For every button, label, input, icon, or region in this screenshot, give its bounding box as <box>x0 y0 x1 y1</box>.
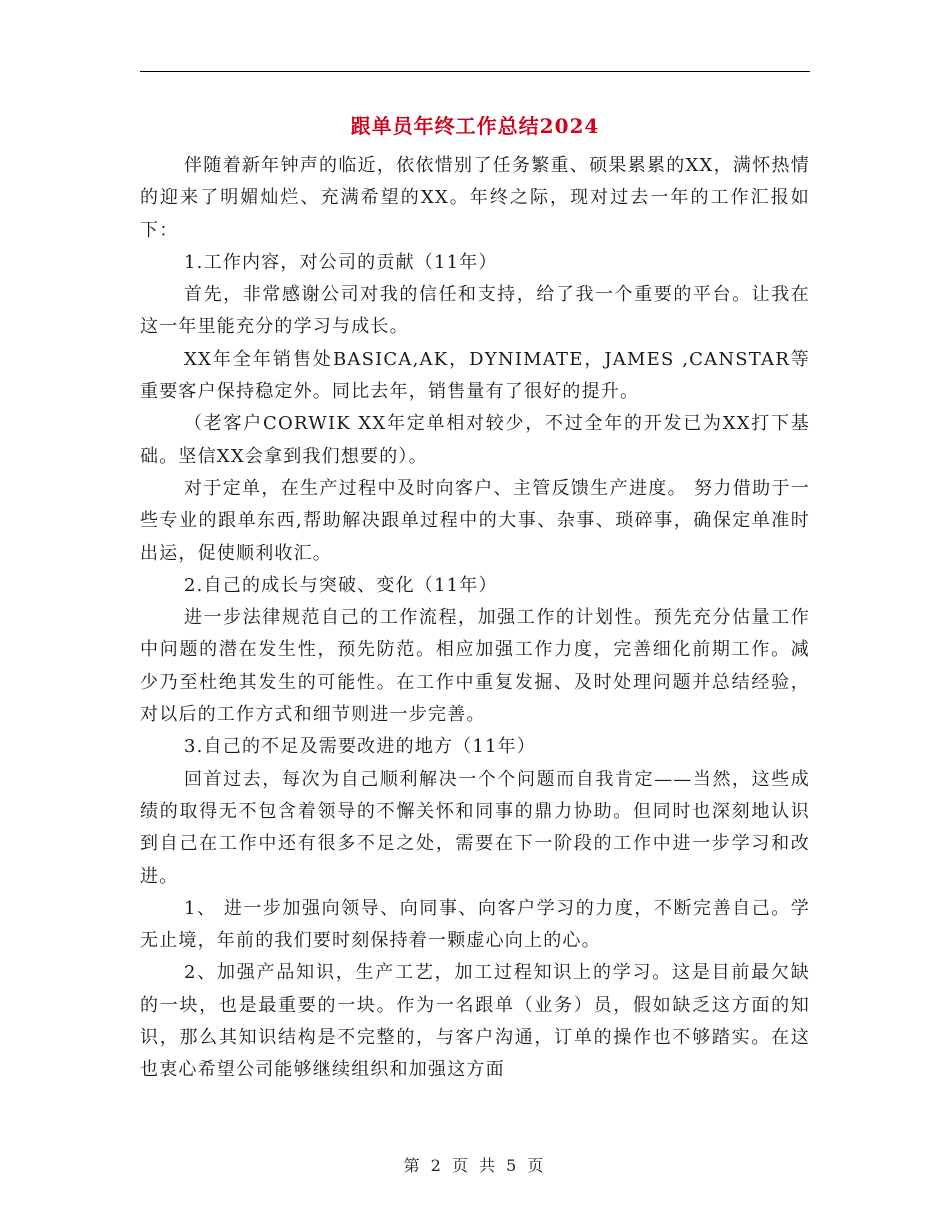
document-body <box>140 150 810 1087</box>
paragraph: XX年全年销售处BASICA,AK，DYNIMATE，JAMES ,CANSTAR等重要客户保持稳定外。同比去年，销售量有了很好的提升。 <box>140 348 810 403</box>
paragraph: 对于定单，在生产过程中及时向客户、主管反馈生产进度。 努力借助于一些专业的跟单东西,帮助解决跟单过程中的大事、杂事、琐碎事，确保定单准时出运，促使顺利收汇。 <box>140 477 810 564</box>
section-heading-2: 2.自己的成长与突破、变化（11年） <box>184 574 498 596</box>
paragraph: （老客户CORWIK XX年定单相对较少，不过全年的开发已为XX打下基础。坚信XX会拿到我们想要的）。 <box>140 413 810 467</box>
paragraph-intro: 伴随着新年钟声的临近，依依惜别了任务繁重、硕果累累的XX，满怀热情的迎来了明媚灿烂、充满希望的XX。年终之际，现对过去一年的工作汇报如下： <box>140 155 810 241</box>
paragraph: 回首过去，每次为自己顺利解决一个个问题而自我肯定——当然，这些成绩的取得无不包含着领导的不懈关怀和同事的鼎力协助。但同时也深刻地认识到自己在工作中还有很多不足之处，需要在下一阶段的工作中进一步学习和改进。 <box>140 768 810 887</box>
paragraph: 进一步法律规范自己的工作流程，加强工作的计划性。预先充分估量工作中问题的潜在发生性，预先防范。相应加强工作力度，完善细化前期工作。减少乃至杜绝其发生的可能性。在工作中重复发掘、及时处理问题并总结经验，对以后的工作方式和细节则进一步完善。 <box>140 607 810 726</box>
list-item: 1、 进一步加强向领导、向同事、向客户学习的力度，不断完善自己。学无止境，年前的我们要时刻保持着一颗虚心向上的心。 <box>140 897 810 952</box>
document-title: 跟单员年终工作总结2024 <box>350 114 600 138</box>
list-item: 2、加强产品知识，生产工艺，加工过程知识上的学习。这是目前最欠缺的一块，也是最重要的一块。作为一名跟单（业务）员，假如缺乏这方面的知识，那么其知识结构是不完整的，与客户沟通，订单的操作也不够踏实。在这也衷心希望公司能够继续组织和加强这方面 <box>140 962 810 1081</box>
paragraph: 首先，非常感谢公司对我的信任和支持，给了我一个重要的平台。让我在这一年里能充分的学习与成长。 <box>140 284 810 338</box>
section-heading-3: 3.自己的不足及需要改进的地方（11年） <box>184 736 537 758</box>
section-heading-1: 1.工作内容，对公司的贡献（11年） <box>184 251 498 273</box>
page-number: 第 2 页 共 5 页 <box>403 1156 547 1175</box>
header-rule <box>140 71 810 72</box>
